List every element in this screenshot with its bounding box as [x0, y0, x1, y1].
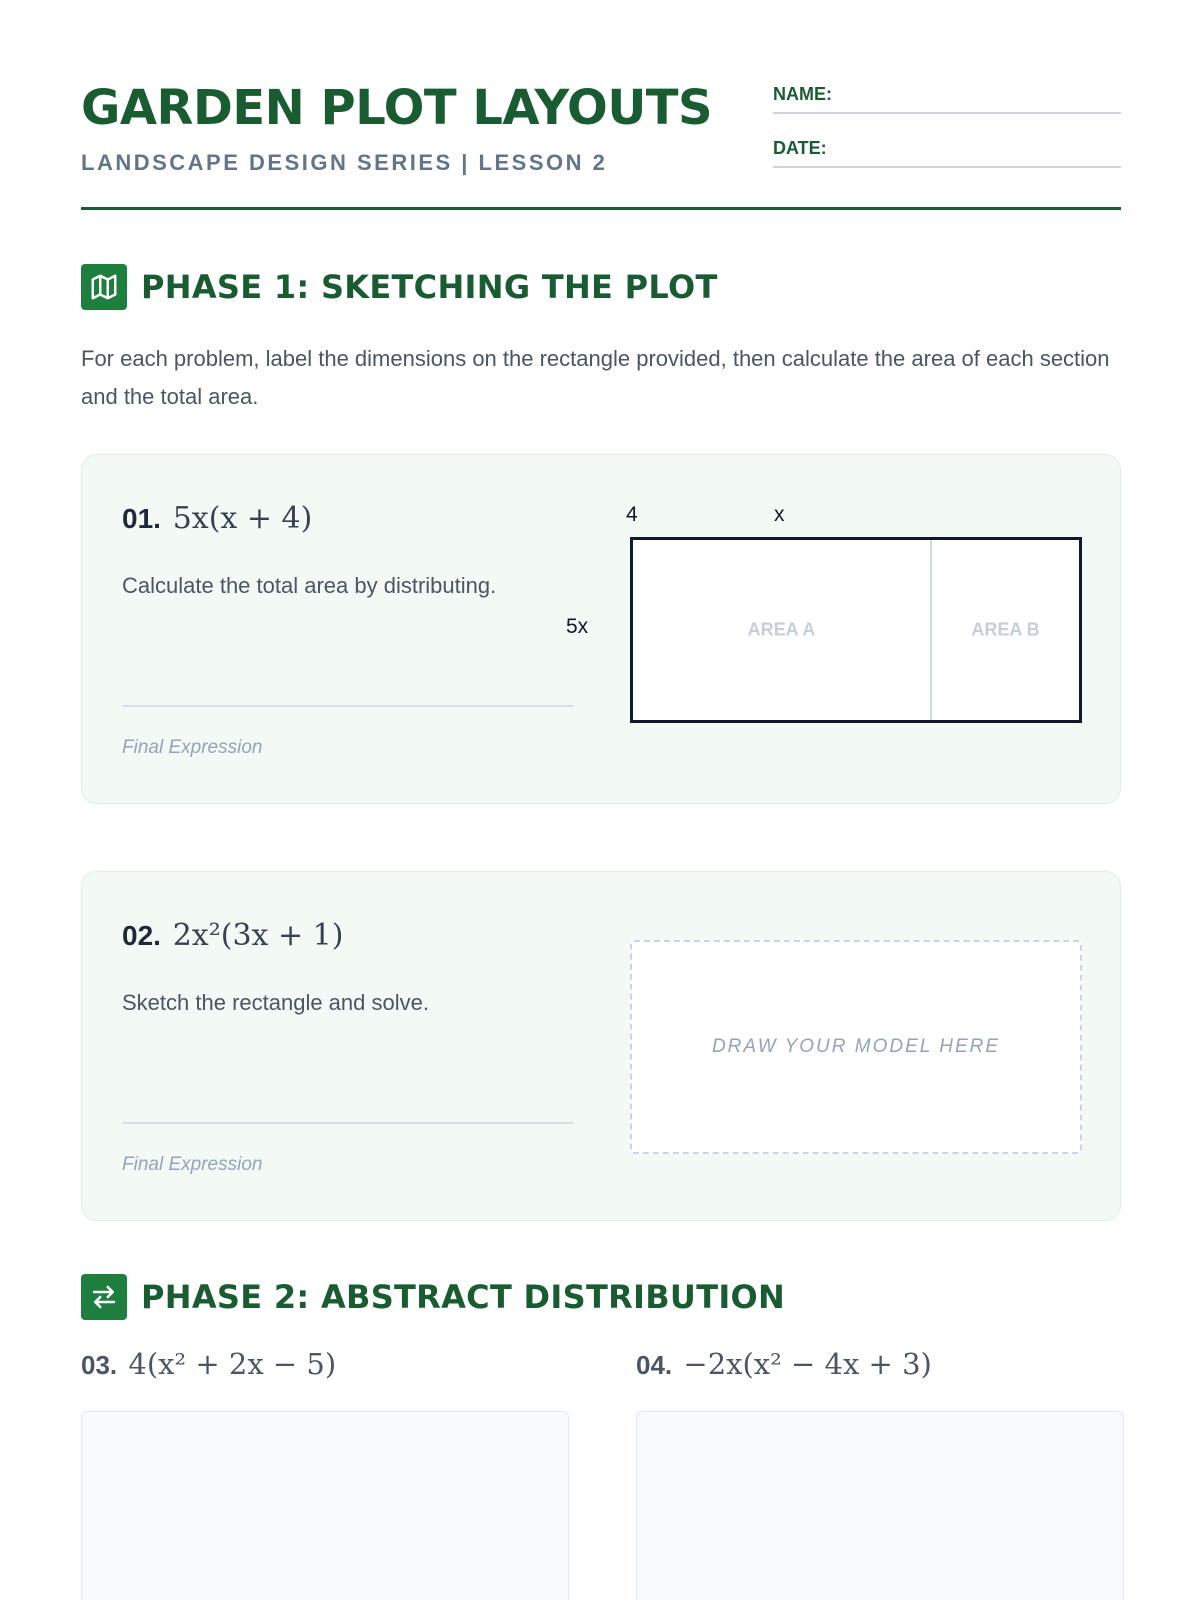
worksheet-subtitle: LANDSCAPE DESIGN SERIES | LESSON 2: [81, 150, 608, 175]
area-b-label: AREA B: [971, 619, 1040, 640]
draw-model-area[interactable]: [630, 940, 1082, 1154]
answer-line[interactable]: [122, 705, 574, 707]
problem-number: 03.: [81, 1350, 118, 1380]
top-dimension-left: 4: [626, 503, 638, 526]
work-area-04[interactable]: [636, 1411, 1124, 1600]
problem-card-02: [81, 871, 1121, 1221]
work-area-03[interactable]: [81, 1411, 569, 1600]
problem-heading: [122, 501, 312, 536]
phase-1-header: [81, 264, 718, 310]
name-field[interactable]: [773, 80, 1121, 114]
problem-expression: 5x(x + 4): [172, 501, 313, 536]
side-dimension: 5x: [566, 615, 589, 638]
area-model-rectangle: [630, 537, 1082, 723]
answer-hint: Final Expression: [122, 1154, 263, 1175]
problem-description: Calculate the total area by distributing.: [122, 573, 497, 598]
draw-model-label: DRAW YOUR MODEL HERE: [711, 1036, 1001, 1057]
phase-2-header: [81, 1274, 785, 1320]
top-dimension-right: x: [774, 503, 785, 526]
problem-number: 01.: [122, 503, 161, 534]
answer-line[interactable]: [122, 1122, 574, 1124]
problem-description: Sketch the rectangle and solve.: [122, 990, 429, 1015]
swap-arrows-icon: [81, 1274, 127, 1320]
answer-hint: Final Expression: [122, 737, 263, 758]
problem-heading-03: [81, 1347, 336, 1381]
problem-expression: 2x²(3x + 1): [172, 918, 344, 953]
header-divider: [81, 207, 1121, 210]
problem-number: 04.: [636, 1350, 673, 1380]
phase-1-instructions: For each problem, label the dimensions on the rectangle provided, then calculate the area of each section and the total area.: [81, 346, 1110, 409]
date-label: DATE:: [773, 138, 827, 158]
problem-heading-04: [636, 1347, 932, 1381]
name-label: NAME:: [773, 84, 832, 104]
phase-1-title: PHASE 1: SKETCHING THE PLOT: [141, 268, 718, 306]
problem-expression: −2x(x² − 4x + 3): [683, 1347, 932, 1381]
problem-card-01: [81, 454, 1121, 804]
problem-expression: 4(x² + 2x − 5): [128, 1347, 337, 1381]
phase-2-title: PHASE 2: ABSTRACT DISTRIBUTION: [141, 1278, 786, 1316]
problem-number: 02.: [122, 920, 161, 951]
problem-heading: [122, 918, 343, 953]
worksheet-title: GARDEN PLOT LAYOUTS: [81, 80, 713, 136]
date-field[interactable]: [773, 134, 1121, 168]
area-a-label: AREA A: [747, 619, 816, 640]
map-icon: [81, 264, 127, 310]
